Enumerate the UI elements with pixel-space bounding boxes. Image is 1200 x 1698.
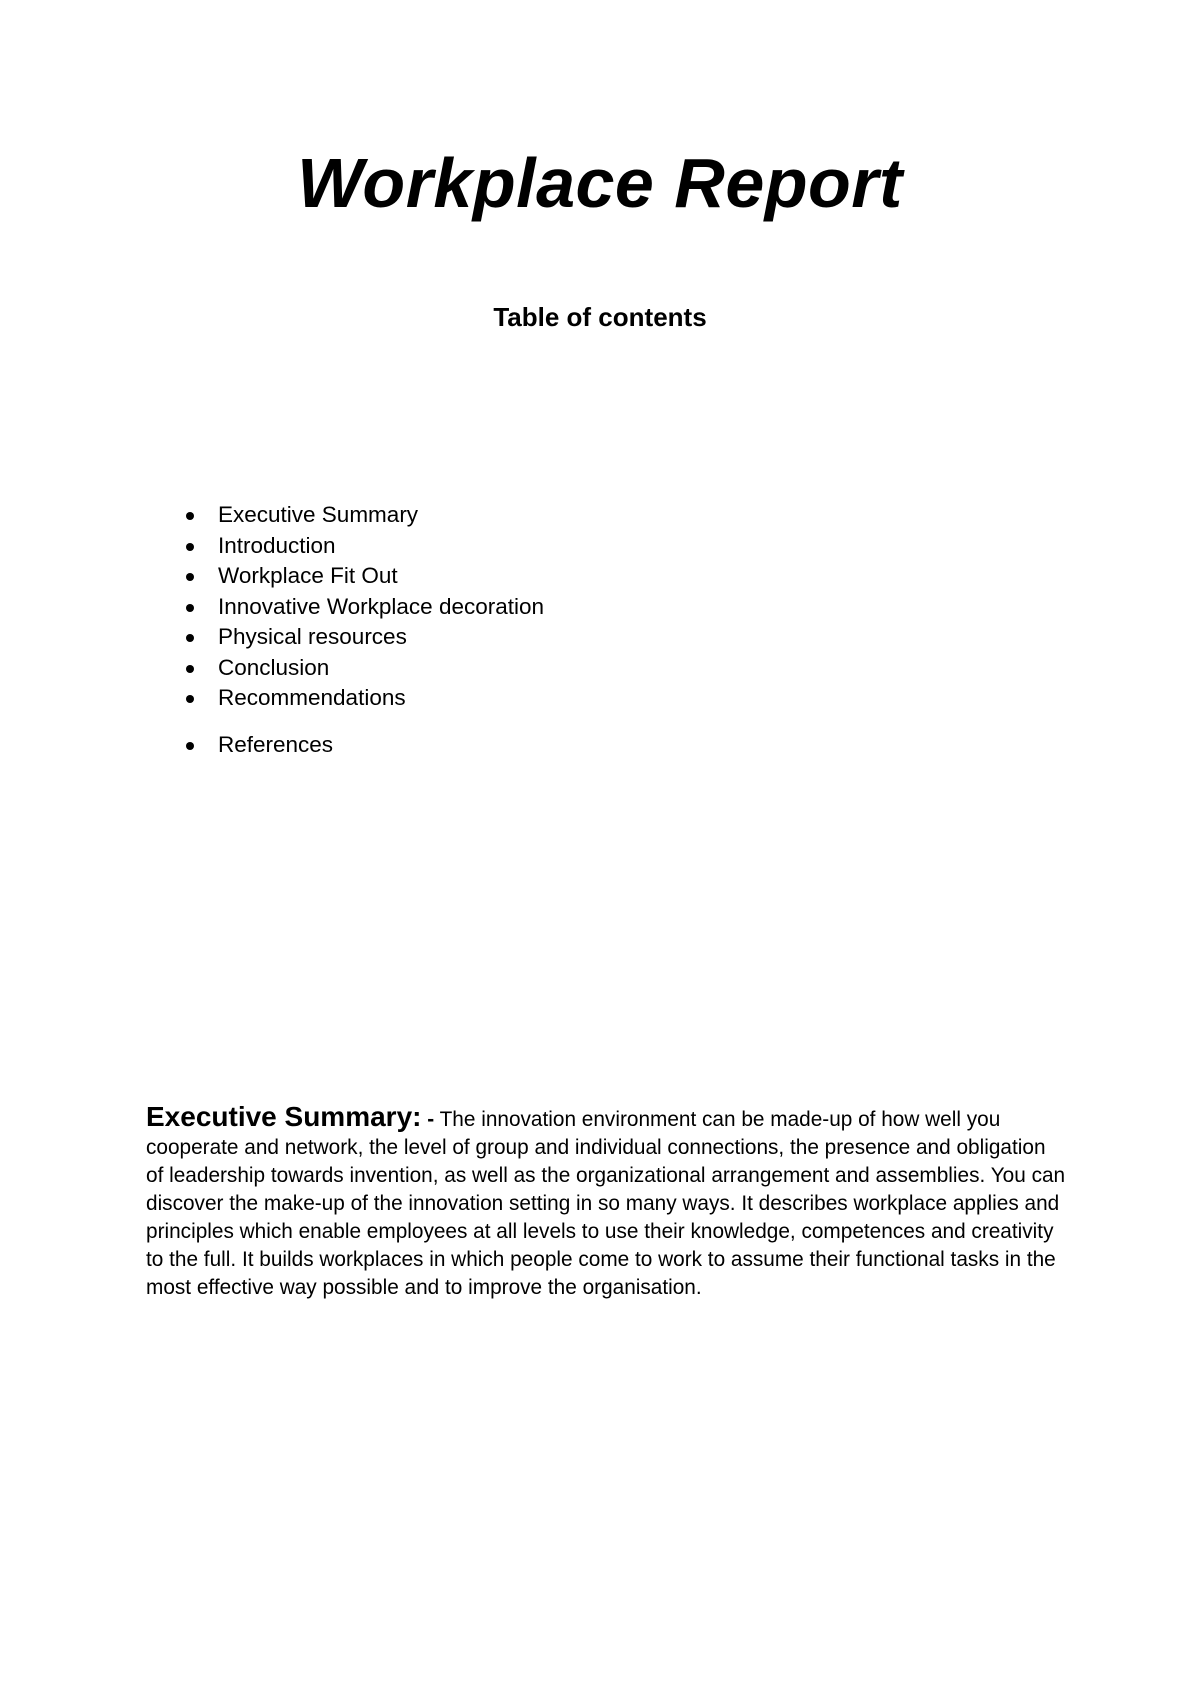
toc-heading: Table of contents (493, 302, 707, 332)
bullet-icon (186, 604, 194, 612)
bullet-icon (186, 634, 194, 642)
document-title: Workplace Report (297, 144, 903, 222)
bullet-icon (186, 665, 194, 673)
toc-item (160, 683, 544, 714)
bullet-icon (186, 742, 194, 750)
executive-summary-heading: Executive Summary: (146, 1101, 422, 1132)
toc-item (160, 592, 544, 623)
toc-item (160, 561, 544, 592)
bullet-icon (186, 573, 194, 581)
toc-item-label: Executive Summary (218, 502, 419, 527)
toc-item (160, 653, 544, 684)
toc-item-label: Introduction (218, 532, 336, 558)
bullet-icon (186, 695, 194, 703)
summary-separator: - (427, 1108, 435, 1131)
toc-item (160, 622, 544, 653)
toc-item (160, 531, 544, 562)
bullet-icon (186, 543, 194, 551)
toc-item-label: Conclusion (218, 654, 330, 680)
toc-item-label: Physical resources (218, 624, 407, 649)
toc-item (160, 730, 544, 761)
executive-summary-body: The innovation environment can be made-up of how well you cooperate and network, the level of group and individual connections, the presence and obligation of leadership towards invention, as well as the organizational arrangement and assemblies. You can discover the make-up of the innovation setting in so many ways. It describes workplace applies and principles which enable employees at all levels to use their knowledge, competences and creativity to the full. It builds workplaces in which people come to work to assume their functional tasks in the most effective way possible and to improve the organisation. (146, 1108, 1066, 1299)
toc-item-label: Innovative Workplace decoration (218, 593, 545, 619)
toc-item (160, 500, 544, 531)
toc-item-label: References (218, 731, 334, 757)
table-of-contents (160, 500, 544, 760)
executive-summary-paragraph (146, 1103, 1066, 1302)
toc-item-label: Workplace Fit Out (218, 563, 398, 588)
toc-item-label: Recommendations (218, 685, 406, 710)
bullet-icon (186, 512, 194, 520)
